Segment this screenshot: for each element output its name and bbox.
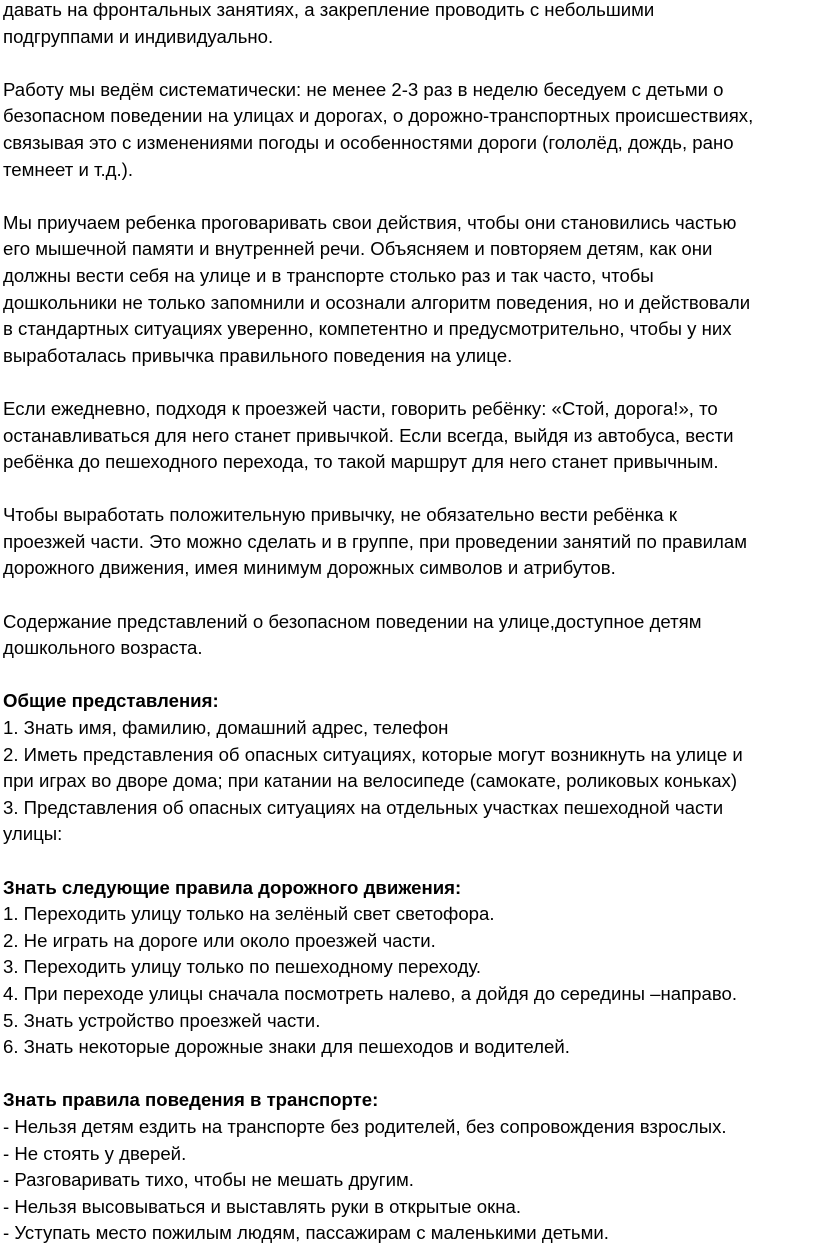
text-line: дошкольного возраста. <box>3 637 203 659</box>
text-line: давать на фронтальных занятиях, а закрепление проводить с небольшими <box>3 0 655 20</box>
blank-line <box>3 369 816 396</box>
text-line: Чтобы выработать положительную привычку, не обязательно вести ребёнка к <box>3 504 677 526</box>
list-item: 5. Знать устройство проезжей части. <box>3 1009 321 1031</box>
blank-line <box>3 50 816 77</box>
text-line: Мы приучаем ребенка проговаривать свои действия, чтобы они становились частью <box>3 211 737 233</box>
blank-line <box>3 582 816 609</box>
blank-line <box>3 1061 816 1088</box>
list-item: 3. Представления об опасных ситуациях на отдельных участках пешеходной части <box>3 796 724 818</box>
section-heading: Общие представления: <box>3 690 219 712</box>
list-item: - Уступать место пожилым людям, пассажирам с маленькими детьми. <box>3 1222 609 1244</box>
text-line: проезжей части. Это можно сделать и в группе, при проведении занятий по правилам <box>3 530 747 552</box>
text-line: подгруппами и индивидуально. <box>3 25 274 47</box>
text-line: Если ежедневно, подходя к проезжей части, говорить ребёнку: «Стой, дорога!», то <box>3 397 718 419</box>
list-item: - Разговаривать тихо, чтобы не мешать другим. <box>3 1169 414 1191</box>
list-item: при играх во дворе дома; при катании на велосипеде (самокате, роликовых коньках) <box>3 770 738 792</box>
text-line: Работу мы ведём систематически: не менее 2-3 раз в неделю беседуем с детьми о <box>3 78 724 100</box>
blank-line <box>3 848 816 875</box>
list-item: 3. Переходить улицу только по пешеходному переходу. <box>3 956 482 978</box>
text-line: должны вести себя на улице и в транспорте столько раз и так часто, чтобы <box>3 264 654 286</box>
list-item: 1. Переходить улицу только на зелёный свет светофора. <box>3 903 495 925</box>
text-line: безопасном поведении на улицах и дорогах, о дорожно-транспортных происшествиях, <box>3 105 754 127</box>
list-item: 1. Знать имя, фамилию, домашний адрес, телефон <box>3 717 449 739</box>
text-line: ребёнка до пешеходного перехода, то такой маршрут для него станет привычным. <box>3 451 719 473</box>
blank-line <box>3 476 816 503</box>
text-line: его мышечной памяти и внутренней речи. Объясняем и повторяем детям, как они <box>3 238 713 260</box>
blank-line <box>3 183 816 210</box>
list-item: 2. Иметь представления об опасных ситуациях, которые могут возникнуть на улице и <box>3 743 743 765</box>
list-item: 6. Знать некоторые дорожные знаки для пешеходов и водителей. <box>3 1036 570 1058</box>
text-line: останавливаться для него станет привычкой. Если всегда, выйдя из автобуса, вести <box>3 424 734 446</box>
list-item: - Нельзя высовываться и выставлять руки в открытые окна. <box>3 1195 522 1217</box>
text-line: дорожного движения, имея минимум дорожных символов и атрибутов. <box>3 557 616 579</box>
list-item: - Не стоять у дверей. <box>3 1142 187 1164</box>
list-item: - Нельзя детям ездить на транспорте без родителей, без сопровождения взрослых. <box>3 1115 727 1137</box>
list-item: 4. При переходе улицы сначала посмотреть налево, а дойдя до середины –направо. <box>3 982 738 1004</box>
text-line: темнеет и т.д.). <box>3 158 133 180</box>
text-line: в стандартных ситуациях уверенно, компетентно и предусмотрительно, чтобы у них <box>3 318 732 340</box>
section-heading: Знать правила поведения в транспорте: <box>3 1089 379 1111</box>
blank-line <box>3 662 816 689</box>
list-item: улицы: <box>3 823 63 845</box>
text-line: дошкольники не только запомнили и осознали алгоритм поведения, но и действовали <box>3 291 751 313</box>
text-line: выработалась привычка правильного поведения на улице. <box>3 344 513 366</box>
section-heading: Знать следующие правила дорожного движения: <box>3 876 462 898</box>
text-line: Содержание представлений о безопасном поведении на улице,доступное детям <box>3 610 702 632</box>
document-page <box>3 0 816 1247</box>
text-line: связывая это с изменениями погоды и особенностями дороги (гололёд, дождь, рано <box>3 131 734 153</box>
list-item: 2. Не играть на дороге или около проезжей части. <box>3 929 436 951</box>
